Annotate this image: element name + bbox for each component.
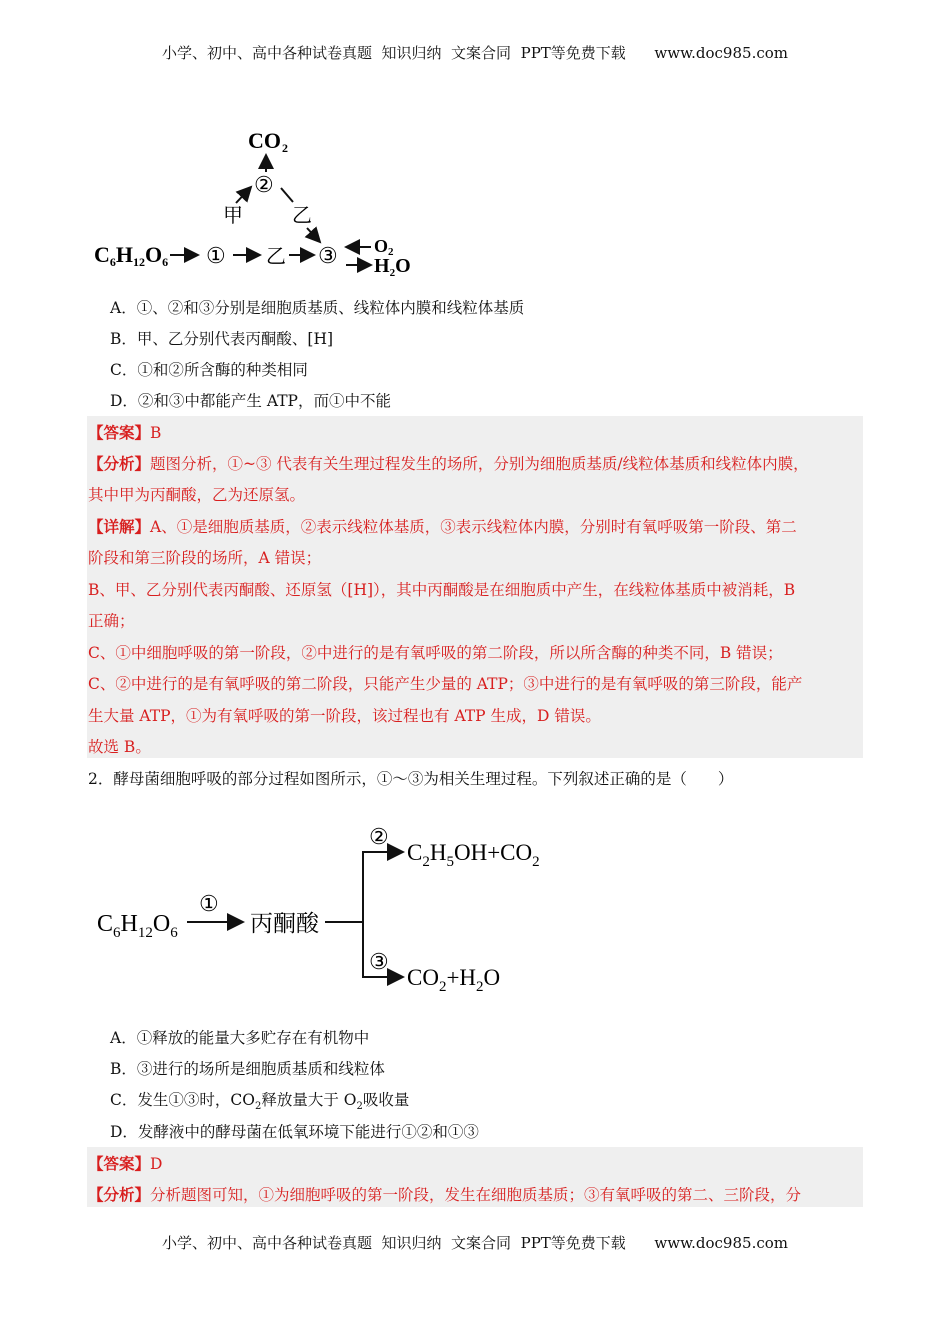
pyruvate-label: 丙酮酸: [250, 911, 319, 936]
q1-detail-line-6: C、②中进行的是有氧呼吸的第二阶段，只能产生少量的 ATP；③中进行的是有氧呼吸的第三阶段，能产: [88, 675, 803, 693]
ethanol-co2-label: $C_2H_5OH+CO_2$: [407, 840, 540, 870]
q2-stem: 2．酵母菌细胞呼吸的部分过程如图所示，①～③为相关生理过程。下列叙述正确的是（ ）: [88, 770, 734, 788]
co2-sub: 2: [282, 141, 288, 155]
q1-analysis-line-1: 【分析】题图分析，①~③ 代表有关生理过程发生的场所，分别为细胞质基质/线粒体基质和线粒体内膜，: [88, 454, 809, 473]
q1-detail-line-3: B、甲、乙分别代表丙酮酸、还原氢（[H]），其中丙酮酸是在细胞质中产生，在线粒体基质中被消耗，B: [88, 581, 796, 599]
q2-answer: 【答案】D: [88, 1154, 163, 1173]
o2-label: O2: [374, 236, 394, 258]
q1-option-a: A．①、②和③分别是细胞质基质、线粒体内膜和线粒体基质: [110, 299, 525, 317]
site-3-marker: ③: [318, 243, 338, 268]
yi-top-label: 乙: [292, 205, 312, 227]
q1-answer: 【答案】B: [88, 423, 162, 442]
yi-mid-label: 乙: [266, 246, 286, 268]
jia-label: 甲: [223, 205, 243, 227]
q1-detail-line-2: 阶段和第三阶段的场所，A 错误；: [88, 549, 322, 567]
process-1-marker: ①: [199, 891, 219, 916]
q1-option-c: C．①和②所含酶的种类相同: [110, 361, 308, 379]
arrow-1-to-2: [236, 187, 251, 203]
site-2-marker: ②: [254, 172, 274, 197]
q1-detail-line-5: C、①中细胞呼吸的第一阶段，②中进行的是有氧呼吸的第二阶段，所以所含酶的种类不同，B 错误；: [88, 644, 783, 662]
q2-option-a: A．①释放的能量大多贮存在有机物中: [110, 1029, 370, 1047]
q1-detail-line-1: 【详解】A、①是细胞质基质，②表示线粒体基质，③表示线粒体内膜，分别时有氧呼吸第一阶段、第二: [88, 517, 797, 536]
arrow-2-to-3-upper: [281, 188, 293, 202]
h2o-label: $H_2O$: [374, 255, 411, 279]
q2-option-b: B．③进行的场所是细胞质基质和线粒体: [110, 1060, 385, 1078]
process-3-marker: ③: [369, 949, 389, 974]
glucose-formula-2: $C_6H_{12}O_6$: [97, 911, 178, 941]
glucose-formula-1: C6H12O6: [94, 242, 169, 269]
q2-option-d: D．发酵液中的酵母菌在低氧环境下能进行①②和①③: [110, 1123, 479, 1141]
q2-analysis-line-1: 【分析】分析题图可知，①为细胞呼吸的第一阶段，发生在细胞质基质；③有氧呼吸的第二、三阶段，分: [88, 1185, 802, 1204]
process-2-marker: ②: [369, 824, 389, 849]
q2-option-c: C．发生①③时，$CO_2$释放量大于 $O_2$吸收量: [110, 1091, 410, 1113]
co2-label: CO: [248, 128, 281, 153]
site-1-marker: ①: [206, 243, 226, 268]
respiration-cycle-diagram: [88, 120, 428, 285]
q1-detail-line-7: 生大量 ATP，①为有氧呼吸的第一阶段，该过程也有 ATP 生成，D 错误。: [88, 707, 601, 725]
yeast-respiration-diagram: [95, 815, 565, 1005]
co2-water-label: $CO_2+H_2O$: [407, 965, 501, 995]
q1-conclusion: 故选 B。: [88, 738, 151, 756]
page-header: 小学、初中、高中各种试卷真题 知识归纳 文案合同 PPT等免费下载 www.doc985.com: [161, 44, 788, 62]
arrow-2-to-3-lower: [307, 228, 320, 242]
q1-analysis-line-2: 其中甲为丙酮酸，乙为还原氢。: [88, 486, 306, 504]
q1-detail-line-4: 正确；: [88, 612, 135, 630]
q1-option-d: D．②和③中都能产生 ATP，而①中不能: [110, 392, 391, 410]
q1-option-b: B．甲、乙分别代表丙酮酸、[H]: [110, 330, 334, 348]
page-footer: 小学、初中、高中各种试卷真题 知识归纳 文案合同 PPT等免费下载 www.doc985.com: [161, 1234, 788, 1252]
